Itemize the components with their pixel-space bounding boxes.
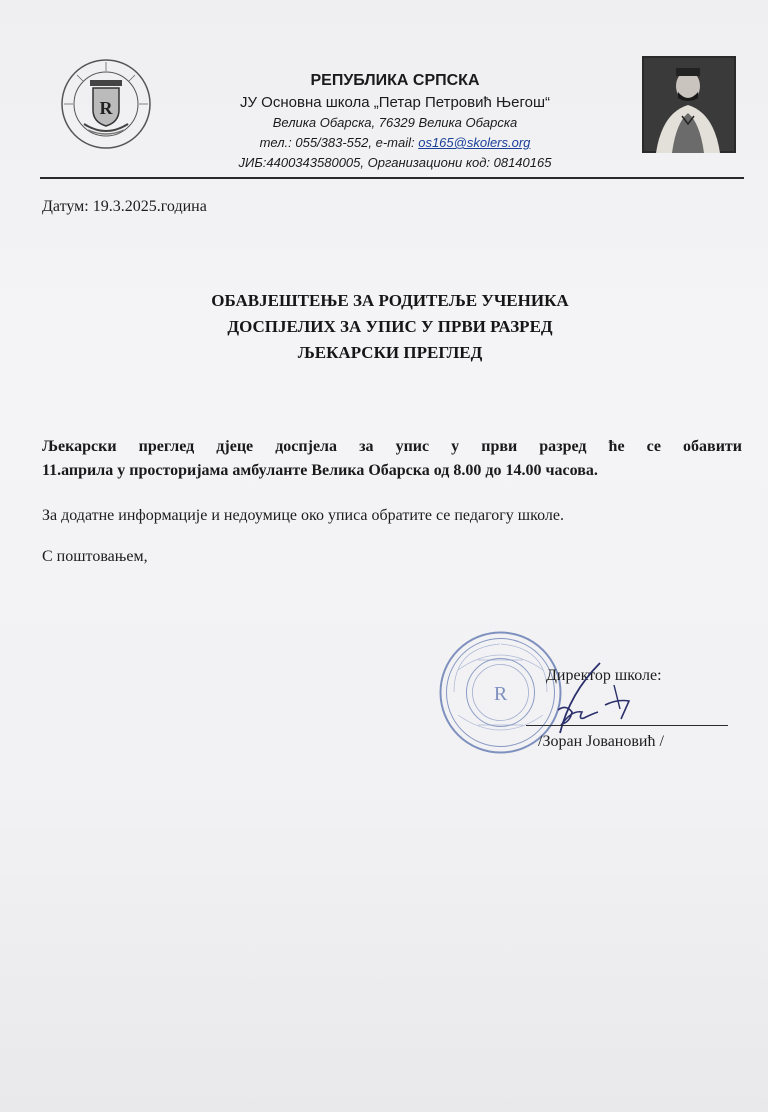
document-date: Датум: 19.3.2025.година (42, 198, 207, 215)
notice-body (42, 435, 742, 483)
title-line: ЉЕКАРСКИ ПРЕГЛЕД (297, 343, 483, 362)
contact-label: тел.: 055/383-552, e-mail: (259, 135, 419, 150)
letterhead (160, 70, 630, 173)
school-ids: ЈИБ:4400343580005, Организациони код: 08140165 (238, 155, 552, 170)
title-line: ДОСПЈЕЛИХ ЗА УПИС У ПРВИ РАЗРЕД (227, 317, 553, 336)
info-paragraph: За додатне информације и недоумице око уписа обратите се педагогу школе. (42, 507, 564, 524)
svg-text:R: R (99, 98, 113, 118)
school-contact (160, 133, 630, 153)
notice-body-line: Љекарски преглед дјеце доспјела за упис у први разред ће се обавити (42, 438, 742, 455)
director-title: Директор школе: (546, 667, 662, 684)
closing-regards: С поштовањем, (42, 548, 148, 565)
title-line: ОБАВЈЕШТЕЊЕ ЗА РОДИТЕЉЕ УЧЕНИКА (211, 291, 569, 310)
republika-srpska-coat-of-arms-icon (60, 58, 152, 150)
document-title (100, 288, 680, 366)
school-name: ЈУ Основна школа „Петар Петровић Његош“ (239, 94, 550, 111)
signature-line (526, 725, 728, 726)
header-divider (40, 177, 744, 179)
director-name: /Зоран Јовановић / (538, 733, 664, 750)
school-address: Велика Обарска, 76329 Велика Обарска (272, 115, 518, 130)
email-link[interactable]: os165@skolers.org (418, 135, 531, 150)
njegos-portrait-icon (642, 56, 736, 153)
notice-body-line: 11.априла у просторијама амбуланте Велика Обарска од 8.00 до 14.00 часова. (42, 462, 598, 479)
country-name: РЕПУБЛИКА СРПСКА (310, 72, 480, 89)
stamp-center-letter: R (493, 683, 508, 705)
